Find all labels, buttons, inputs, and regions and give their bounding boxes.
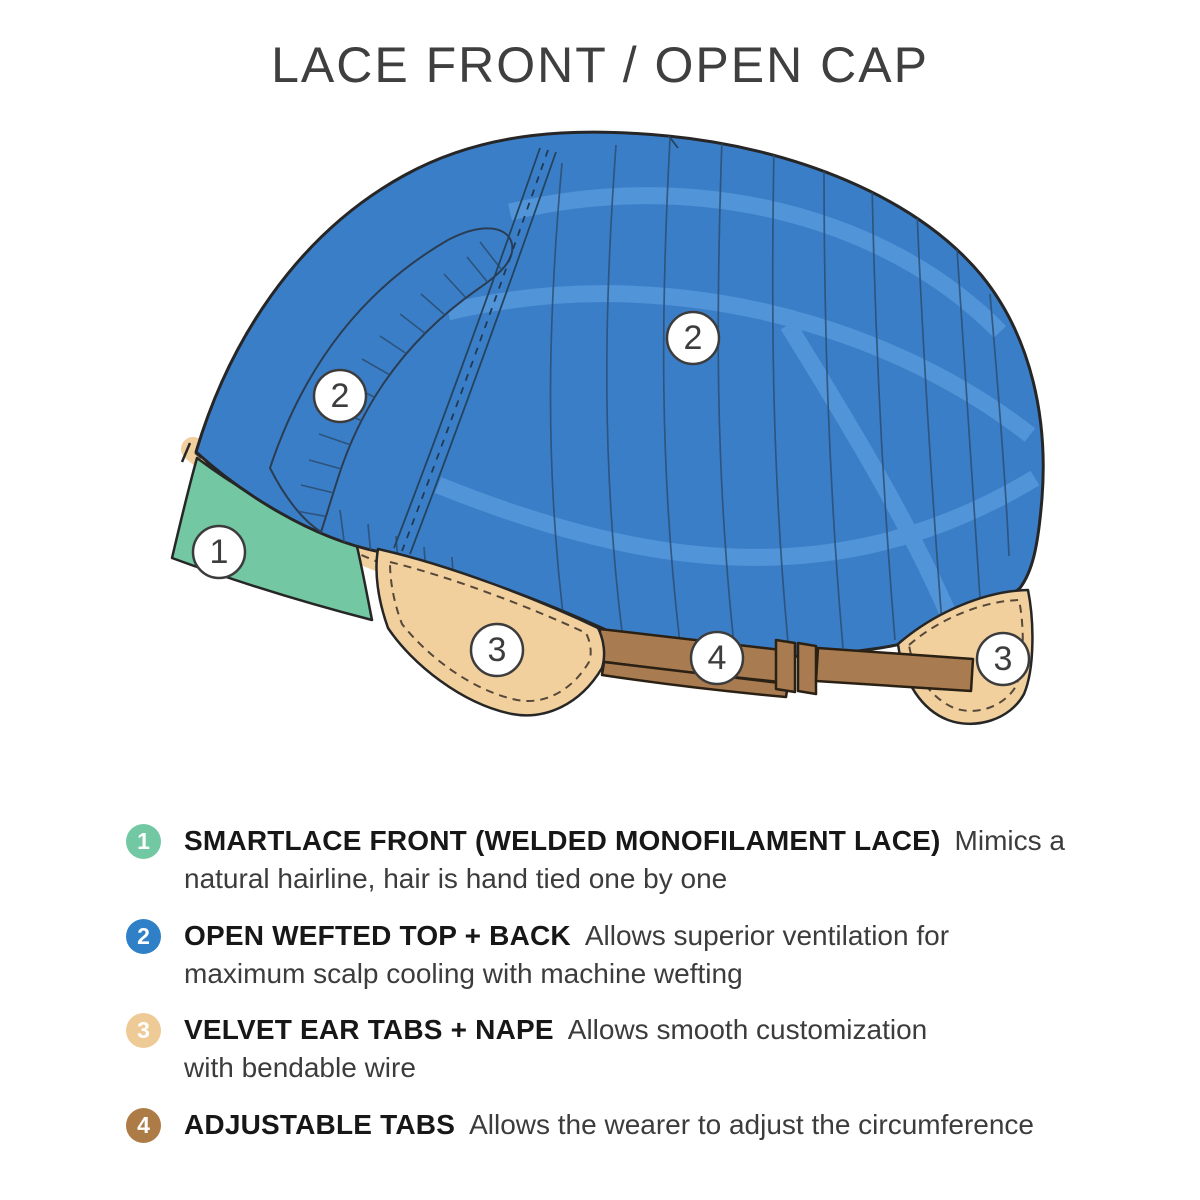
- legend-item-adjustable-tabs: [126, 1106, 1034, 1144]
- marker-open-wefted-back: [667, 312, 719, 364]
- svg-text:3: 3: [993, 640, 1013, 678]
- legend-label: SMARTLACE FRONT (WELDED MONOFILAMENT LACE): [184, 825, 941, 856]
- legend-badge-4: 4: [126, 1108, 161, 1143]
- legend-line1: [184, 1011, 927, 1049]
- legend-label: OPEN WEFTED TOP + BACK: [184, 920, 571, 951]
- marker-smartlace-front: [193, 526, 245, 578]
- svg-text:2: 2: [683, 319, 703, 357]
- marker-adjustable-tabs: [691, 632, 743, 684]
- legend-label: VELVET EAR TABS + NAPE: [184, 1014, 554, 1045]
- legend-badge-1: 1: [126, 824, 161, 859]
- legend-desc-line2: maximum scalp cooling with machine wefting: [184, 958, 743, 989]
- legend-line1: [184, 1106, 1034, 1144]
- legend-line1: [184, 917, 949, 955]
- page-title: LACE FRONT / OPEN CAP: [271, 37, 929, 93]
- legend-item-open-wefted: [126, 917, 949, 993]
- marker-velvet-nape: [977, 633, 1029, 685]
- legend-item-smartlace-front: [126, 822, 1065, 898]
- marker-open-wefted-front: [314, 370, 366, 422]
- svg-text:1: 1: [209, 533, 229, 571]
- legend-line1: [184, 822, 1065, 860]
- svg-text:3: 3: [487, 631, 507, 669]
- legend-desc: Allows smooth customization: [567, 1014, 928, 1045]
- legend-desc: Mimics a: [954, 825, 1065, 856]
- legend-desc-line2: natural hairline, hair is hand tied one by one: [184, 863, 728, 894]
- svg-text:2: 2: [330, 377, 350, 415]
- svg-text:4: 4: [707, 639, 727, 677]
- legend-label: ADJUSTABLE TABS: [184, 1109, 456, 1140]
- legend-badge-2: 2: [126, 919, 161, 954]
- legend-desc-line2: with bendable wire: [184, 1052, 416, 1083]
- marker-velvet-ear-tab: [471, 624, 523, 676]
- legend-badge-3: 3: [126, 1013, 161, 1048]
- legend-desc: Allows superior ventilation for: [584, 920, 950, 951]
- legend-desc: Allows the wearer to adjust the circumference: [469, 1109, 1034, 1140]
- legend-item-velvet-ear-tabs: [126, 1011, 927, 1087]
